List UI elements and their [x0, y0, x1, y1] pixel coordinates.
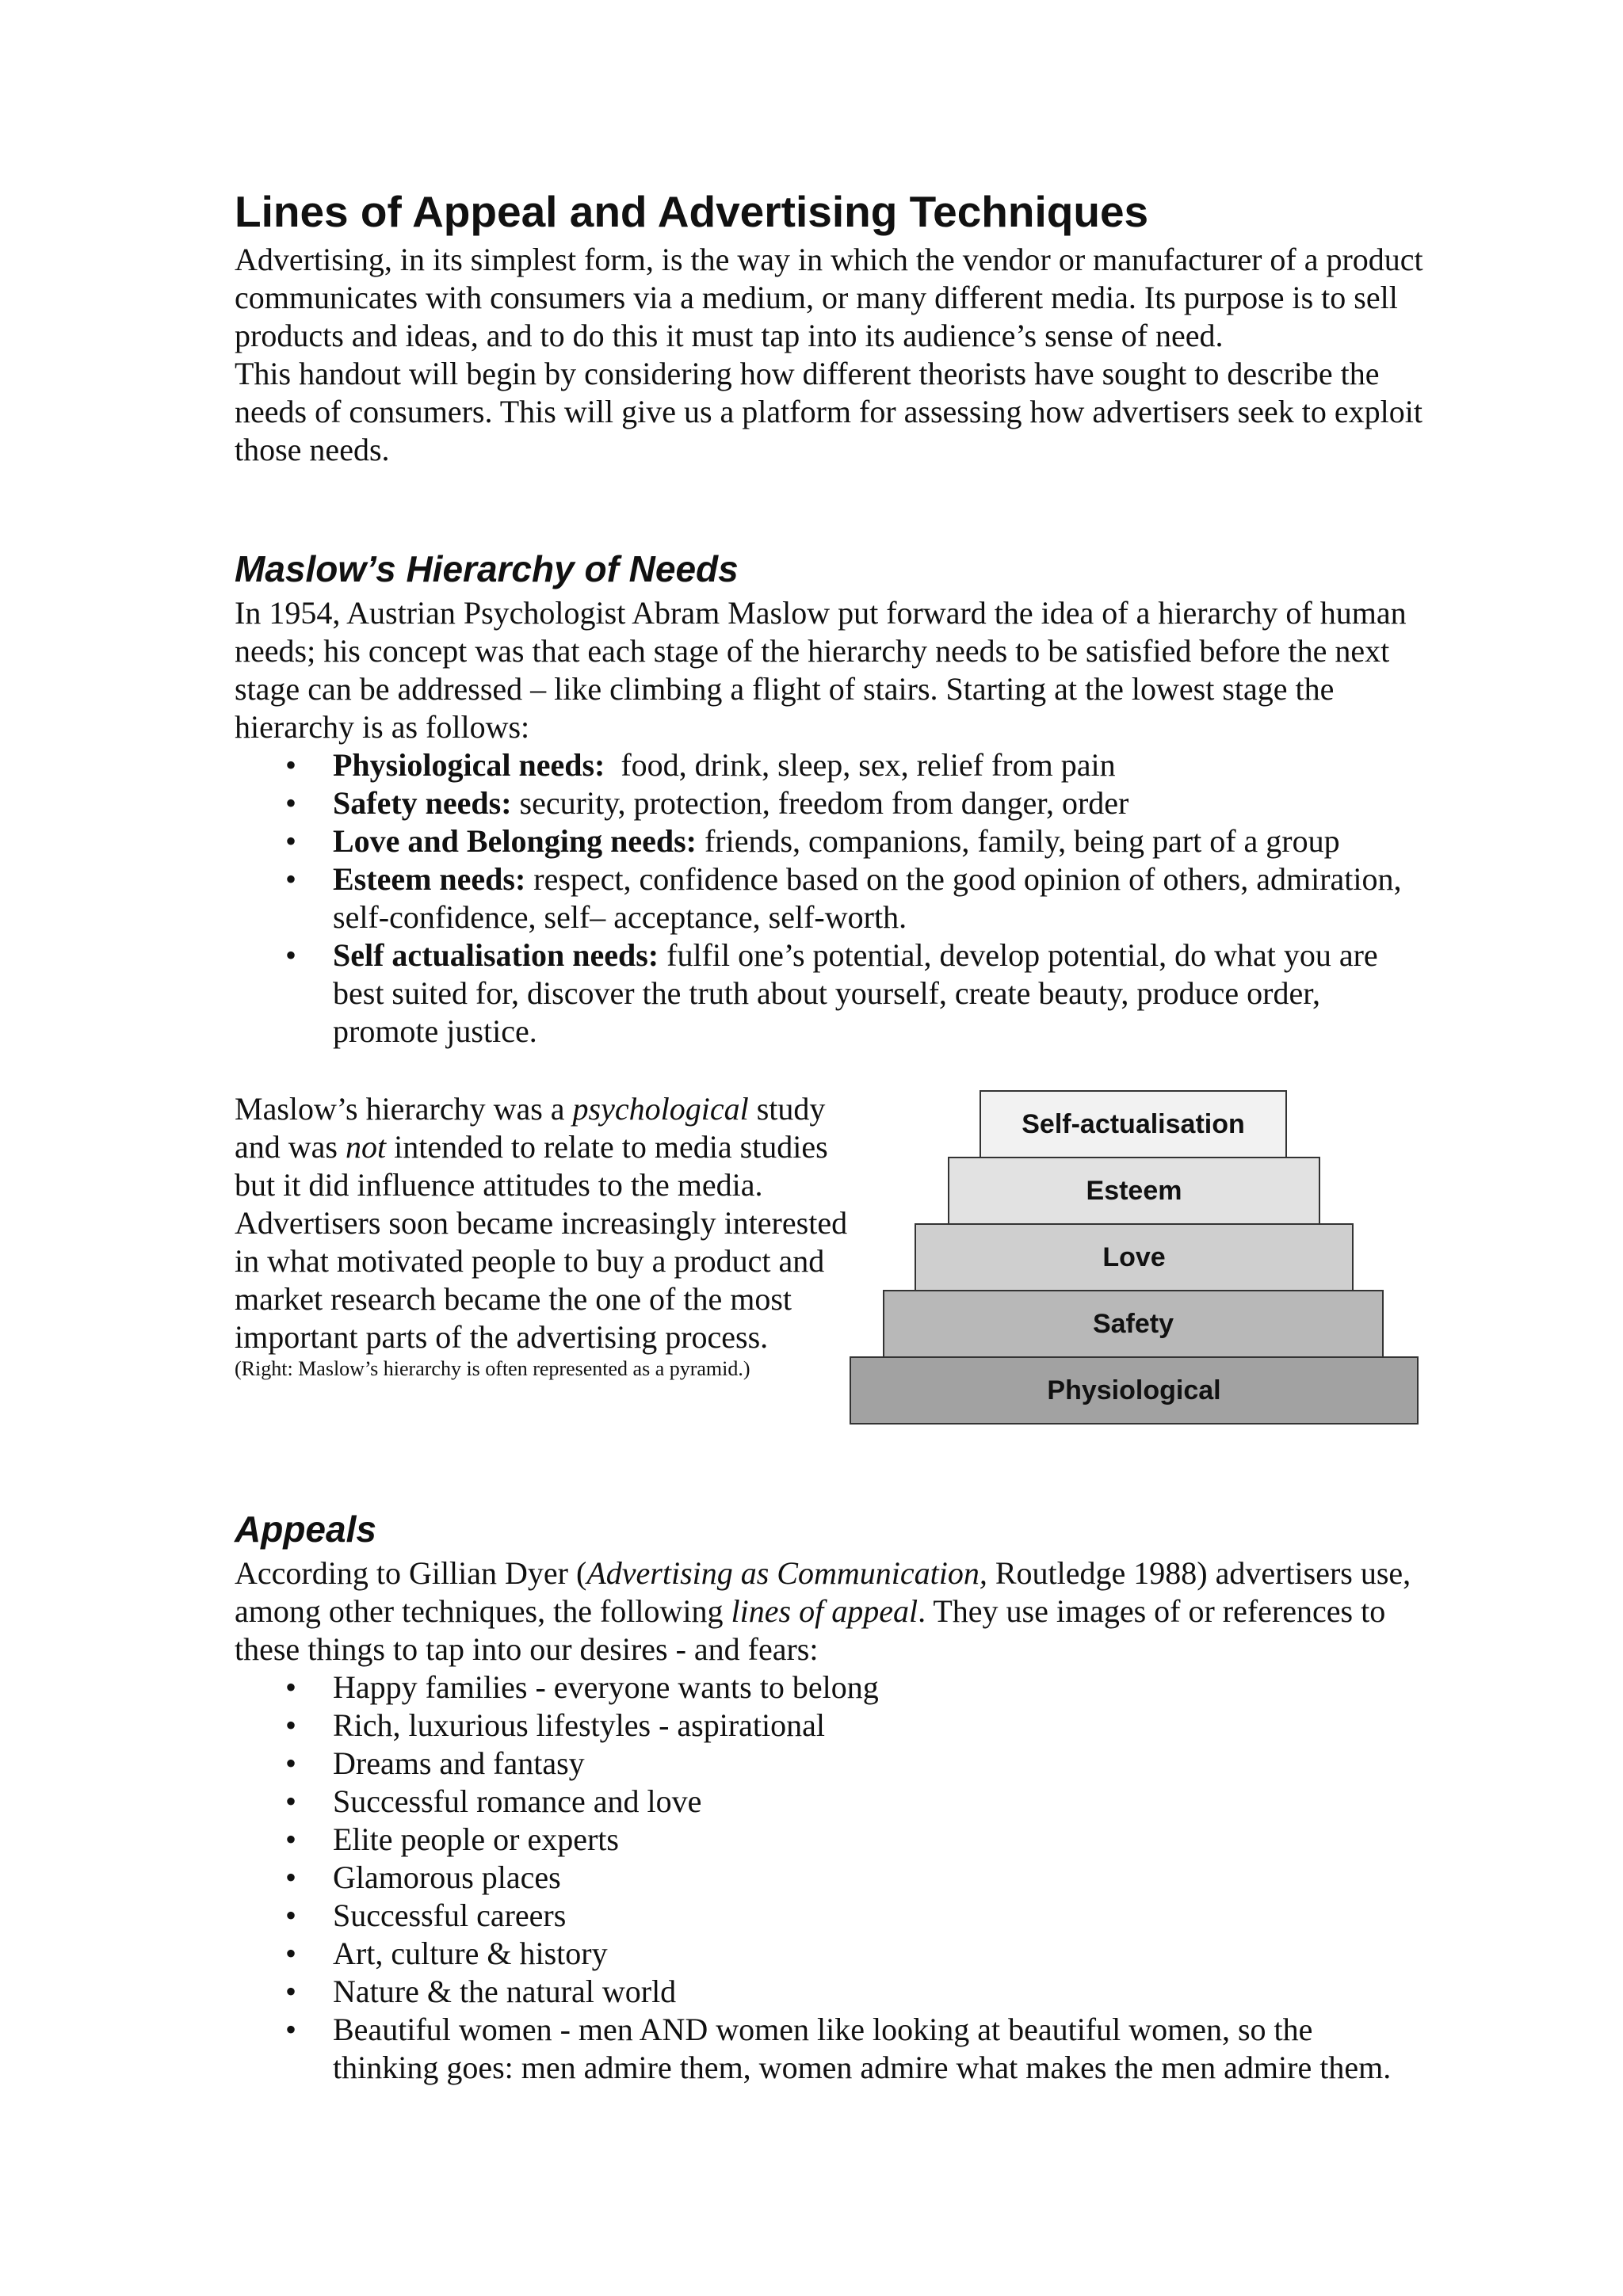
need-text: security, protection, freedom from danger, order — [511, 785, 1129, 821]
bullet-icon: • — [285, 1936, 297, 1971]
need-text: fulfil one’s potential, develop potential, do what you are best suited for, discover the truth about yourself, create beauty, produce order, promote justice. — [333, 937, 1386, 1049]
maslow-description — [235, 1090, 853, 1382]
bullet-icon: • — [285, 1707, 297, 1743]
list-item — [235, 746, 1423, 784]
needs-list — [235, 746, 1423, 1051]
document-page — [235, 184, 1423, 2087]
bullet-icon: • — [285, 1974, 297, 2009]
list-item: • Happy families - everyone wants to belong — [285, 1669, 879, 1705]
need-label: Safety needs: — [333, 785, 512, 821]
maslow-paragraph: Maslow’s hierarchy was a psychological study and was not intended to relate to media studies but it did influence attitudes to the media. Advertisers soon became increasingly interested in what motivated people to buy a product and market research became the one of the most important parts of the advertising process. — [235, 1091, 848, 1355]
bullet-icon: • — [285, 785, 297, 821]
bullet-icon: • — [285, 1783, 297, 1819]
list-item: • Successful careers — [285, 1897, 567, 1933]
list-item — [235, 784, 1423, 822]
pyramid-step-physiological: Physiological — [850, 1356, 1419, 1425]
maslow-pyramid — [846, 1090, 1420, 1455]
list-item: • Glamorous places — [285, 1859, 561, 1895]
maslow-two-column — [235, 1090, 1423, 1455]
list-item — [235, 936, 1423, 1051]
intro-paragraph-2: This handout will begin by considering how different theorists have sought to describe the needs of consumers. This will give us a platform for assessing how advertisers seek to exploit those needs. — [235, 356, 1423, 467]
list-item: • Art, culture & history — [285, 1936, 608, 1971]
bullet-icon: • — [285, 1745, 297, 1781]
pyramid-step-self-actualisation: Self-actualisation — [980, 1090, 1287, 1158]
need-label: Self actualisation needs: — [333, 937, 659, 973]
need-text: food, drink, sleep, sex, relief from pain — [605, 747, 1116, 783]
maslow-intro: In 1954, Austrian Psychologist Abram Maslow put forward the idea of a hierarchy of human needs; his concept was that each stage of the hierarchy needs to be satisfied before the next stage can be addressed – like climbing a flight of stairs. Starting at the lowest stage the hierarchy is as follows: — [235, 595, 1407, 745]
pyramid-caption: (Right: Maslow’s hierarchy is often represented as a pyramid.) — [235, 1357, 750, 1380]
bullet-icon: • — [285, 1669, 297, 1705]
bullet-icon: • — [285, 1821, 297, 1857]
bullet-icon: • — [285, 2012, 297, 2047]
list-item: • Dreams and fantasy — [285, 1745, 585, 1781]
bullet-icon: • — [285, 747, 297, 783]
bullet-icon: • — [285, 1859, 297, 1895]
need-label: Physiological needs: — [333, 747, 605, 783]
pyramid-step-esteem: Esteem — [948, 1157, 1320, 1225]
bullet-icon: • — [285, 861, 297, 897]
list-item: • Rich, luxurious lifestyles - aspirational — [285, 1707, 825, 1743]
appeals-intro: According to Gillian Dyer (Advertising as Communication, Routledge 1988) advertisers use, among other techniques, the following lines of appeal. They use images of or references to these things to tap into our desires - and fears: — [235, 1555, 1411, 1667]
list-item: • Beautiful women - men AND women like looking at beautiful women, so the thinking goes: men admire them, women admire what makes the men admire them. — [285, 2012, 1392, 2085]
bullet-icon: • — [285, 1897, 297, 1933]
intro-paragraph-1: Advertising, in its simplest form, is the way in which the vendor or manufacturer of a product communicates with consumers via a medium, or many different media. Its purpose is to sell products and ideas, and to do this it must tap into its audience’s sense of need. — [235, 242, 1423, 353]
list-item — [235, 822, 1423, 860]
list-item: • Elite people or experts — [285, 1821, 619, 1857]
list-item: • Successful romance and love — [285, 1783, 702, 1819]
pyramid-step-safety: Safety — [883, 1290, 1384, 1358]
pyramid-step-love: Love — [915, 1223, 1354, 1291]
need-label: Esteem needs: — [333, 861, 526, 897]
page-title: Lines of Appeal and Advertising Techniques — [235, 187, 1149, 236]
appeals-list — [235, 1669, 1423, 2087]
need-text: respect, confidence based on the good opinion of others, admiration, self-confidence, self– acceptance, self-worth. — [333, 861, 1410, 935]
list-item: • Nature & the natural world — [285, 1974, 677, 2009]
appeals-heading: Appeals — [235, 1508, 376, 1550]
need-label: Love and Belonging needs: — [333, 823, 697, 859]
bullet-icon: • — [285, 823, 297, 859]
list-item — [235, 860, 1423, 936]
need-text: friends, companions, family, being part of a group — [696, 823, 1340, 859]
bullet-icon: • — [285, 937, 297, 973]
maslow-heading: Maslow’s Hierarchy of Needs — [235, 548, 739, 589]
